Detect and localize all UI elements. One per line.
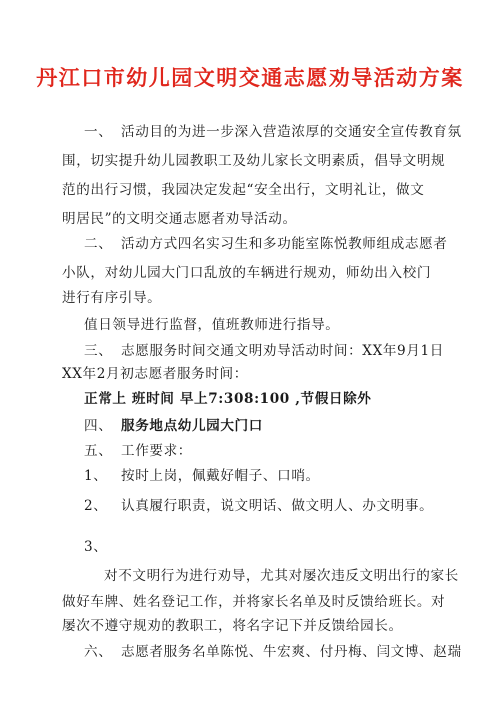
requirement-3-line-3: 屡次不遵守规劝的教职工，将名字记下并反馈给园长。 — [62, 618, 403, 634]
section-6-line-1: 志愿者服务名单陈悦、牛宏爽、付丹梅、闫文博、赵瑞 — [121, 644, 462, 660]
section-2-line-2: 小队，对幼儿园大门口乱放的车辆进行规劝，师幼出入校门 — [62, 265, 432, 281]
section-4-line-1: 服务地点幼儿园大门口 — [121, 418, 263, 434]
section-1-line-4: 明居民”的文明交通志愿者劝导活动。 — [62, 211, 297, 227]
requirement-2-line-1: 认真履行职责，说文明话、做文明人、办文明事。 — [121, 498, 434, 514]
document-title: 丹江口市幼儿园文明交通志愿劝导活动方案 — [36, 65, 464, 90]
section-1-number: 一、 — [84, 124, 113, 140]
section-2-number: 二、 — [84, 236, 113, 252]
requirement-3-number: 3、 — [84, 539, 108, 555]
section-3-line-1: 志愿服务时间交通文明劝导活动时间：XX年9月1日 — [121, 343, 444, 359]
section-4-number: 四、 — [84, 418, 113, 434]
requirement-2-number: 2、 — [84, 498, 108, 514]
requirement-3-line-1: 对不文明行为进行劝导，尤其对屡次违反文明出行的家长 — [104, 568, 459, 584]
requirement-1-number: 1、 — [84, 468, 108, 484]
section-2-line-4: 值日领导进行监督，值班教师进行指导。 — [84, 317, 340, 333]
section-1-line-2: 围，切实提升幼儿园教职工及幼儿家长文明素质，倡导文明规 — [62, 153, 446, 169]
section-2-line-1: 活动方式四名实习生和多功能室陈悦教师组成志愿者 — [121, 236, 448, 252]
section-1-line-3: 范的出行习惯，我园决定发起“安全出行，文明礼让，做文 — [62, 182, 425, 198]
section-3-number: 三、 — [84, 343, 113, 359]
section-1-line-1: 活动目的为进一步深入营造浓厚的交通安全宣传教育氛 — [121, 124, 462, 140]
requirement-3-line-2: 做好车牌、姓名登记工作，并将家长名单及时反馈给班长。对 — [62, 594, 446, 610]
section-3-line-2: XX年2月初志愿者服务时间： — [62, 366, 248, 382]
section-5-line-1: 工作要求： — [121, 443, 192, 459]
section-5-number: 五、 — [84, 443, 113, 459]
section-2-line-3: 进行有序引导。 — [62, 290, 162, 306]
requirement-1-line-1: 按时上岗，佩戴好帽子、口哨。 — [121, 468, 320, 484]
section-3-line-3: 正常上 班时间 早上7:308:100 ,节假日除外 — [84, 391, 372, 407]
section-6-number: 六、 — [84, 644, 113, 660]
